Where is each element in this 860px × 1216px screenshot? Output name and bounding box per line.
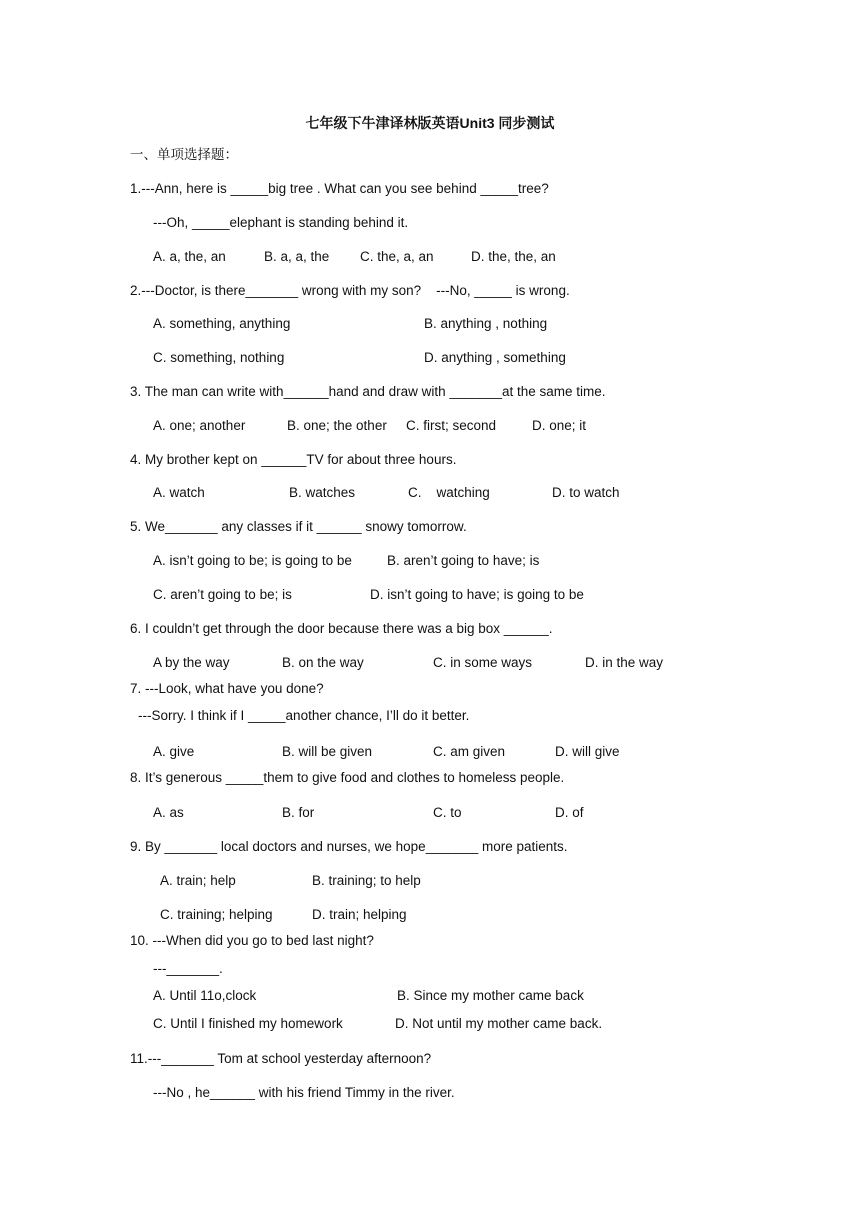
section-heading: 一、单项选择题：	[130, 147, 238, 162]
question-2-option-d: D. anything , something	[424, 350, 566, 365]
question-6-option-c: C. in some ways	[433, 655, 533, 670]
question-11-stem-2: ---No , he______ with his friend Timmy in the river.	[153, 1085, 455, 1100]
question-2-option-a: A. something, anything	[153, 316, 291, 331]
question-9-option-a: A. train; help	[160, 873, 236, 888]
question-6-option-d: D. in the way	[585, 655, 664, 670]
question-4-option-b: B. watches	[289, 485, 356, 500]
question-1-option-d: D. the, the, an	[471, 249, 556, 264]
question-7-stem: 7. ---Look, what have you done?	[130, 681, 324, 696]
question-6-option-b: B. on the way	[282, 655, 364, 670]
question-10-stem-2: ---_______.	[153, 961, 223, 976]
question-8-option-b: B. for	[282, 805, 315, 820]
question-10-stem: 10. ---When did you go to bed last night?	[130, 933, 374, 948]
question-6-option-a: A by the way	[153, 655, 230, 670]
question-3-option-a: A. one; another	[153, 418, 246, 433]
question-1-stem: 1.---Ann, here is _____big tree . What can you see behind _____tree?	[130, 181, 549, 196]
question-9-option-c: C. training; helping	[160, 907, 273, 922]
question-4-option-d: D. to watch	[552, 485, 620, 500]
question-8-stem: 8. It’s generous _____them to give food and clothes to homeless people.	[130, 770, 565, 785]
question-8-option-d: D. of	[555, 805, 584, 820]
question-7-option-d: D. will give	[555, 744, 620, 759]
question-7-option-a: A. give	[153, 744, 195, 759]
question-1-stem-2: ---Oh, _____elephant is standing behind it.	[153, 215, 409, 230]
question-4-stem: 4. My brother kept on ______TV for about three hours.	[130, 452, 457, 467]
question-4-option-a: A. watch	[153, 485, 205, 500]
page-title: 七年级下牛津译林版英语Unit3 同步测试	[305, 115, 555, 131]
question-1-option-c: C. the, a, an	[360, 249, 434, 264]
question-6-stem: 6. I couldn’t get through the door because there was a big box ______.	[130, 621, 553, 636]
question-5-option-c: C. aren’t going to be; is	[153, 587, 292, 602]
question-9-option-d: D. train; helping	[312, 907, 407, 922]
question-7-option-b: B. will be given	[282, 744, 373, 759]
question-8-option-c: C. to	[433, 805, 462, 820]
question-3-option-c: C. first; second	[406, 418, 497, 433]
question-8-option-a: A. as	[153, 805, 184, 820]
question-10-option-b: B. Since my mother came back	[397, 988, 584, 1003]
question-10-option-d: D. Not until my mother came back.	[395, 1016, 603, 1031]
question-2-option-b: B. anything , nothing	[424, 316, 548, 331]
question-9-stem: 9. By _______ local doctors and nurses, we hope_______ more patients.	[130, 839, 568, 854]
question-1-option-b: B. a, a, the	[264, 249, 330, 264]
question-3-stem: 3. The man can write with______hand and draw with _______at the same time.	[130, 384, 606, 399]
question-5-option-b: B. aren’t going to have; is	[387, 553, 540, 568]
question-5-option-d: D. isn’t going to have; is going to be	[370, 587, 584, 602]
question-1-option-a: A. a, the, an	[153, 249, 226, 264]
question-3-option-b: B. one; the other	[287, 418, 387, 433]
question-4-option-c: C. watching	[408, 485, 490, 500]
question-5-option-a: A. isn’t going to be; is going to be	[153, 553, 352, 568]
question-5-stem: 5. We_______ any classes if it ______ snowy tomorrow.	[130, 519, 467, 534]
question-10-option-c: C. Until I finished my homework	[153, 1016, 343, 1031]
question-11-stem: 11.---_______ Tom at school yesterday afternoon?	[130, 1051, 432, 1066]
question-3-option-d: D. one; it	[532, 418, 587, 433]
question-7-stem-2: ---Sorry. I think if I _____another chance, I’ll do it better.	[138, 708, 470, 723]
question-10-option-a: A. Until 11o,clock	[153, 988, 257, 1003]
question-2-option-c: C. something, nothing	[153, 350, 285, 365]
question-2-stem: 2.---Doctor, is there_______ wrong with my son? ---No, _____ is wrong.	[130, 283, 570, 298]
question-9-option-b: B. training; to help	[312, 873, 421, 888]
question-7-option-c: C. am given	[433, 744, 506, 759]
